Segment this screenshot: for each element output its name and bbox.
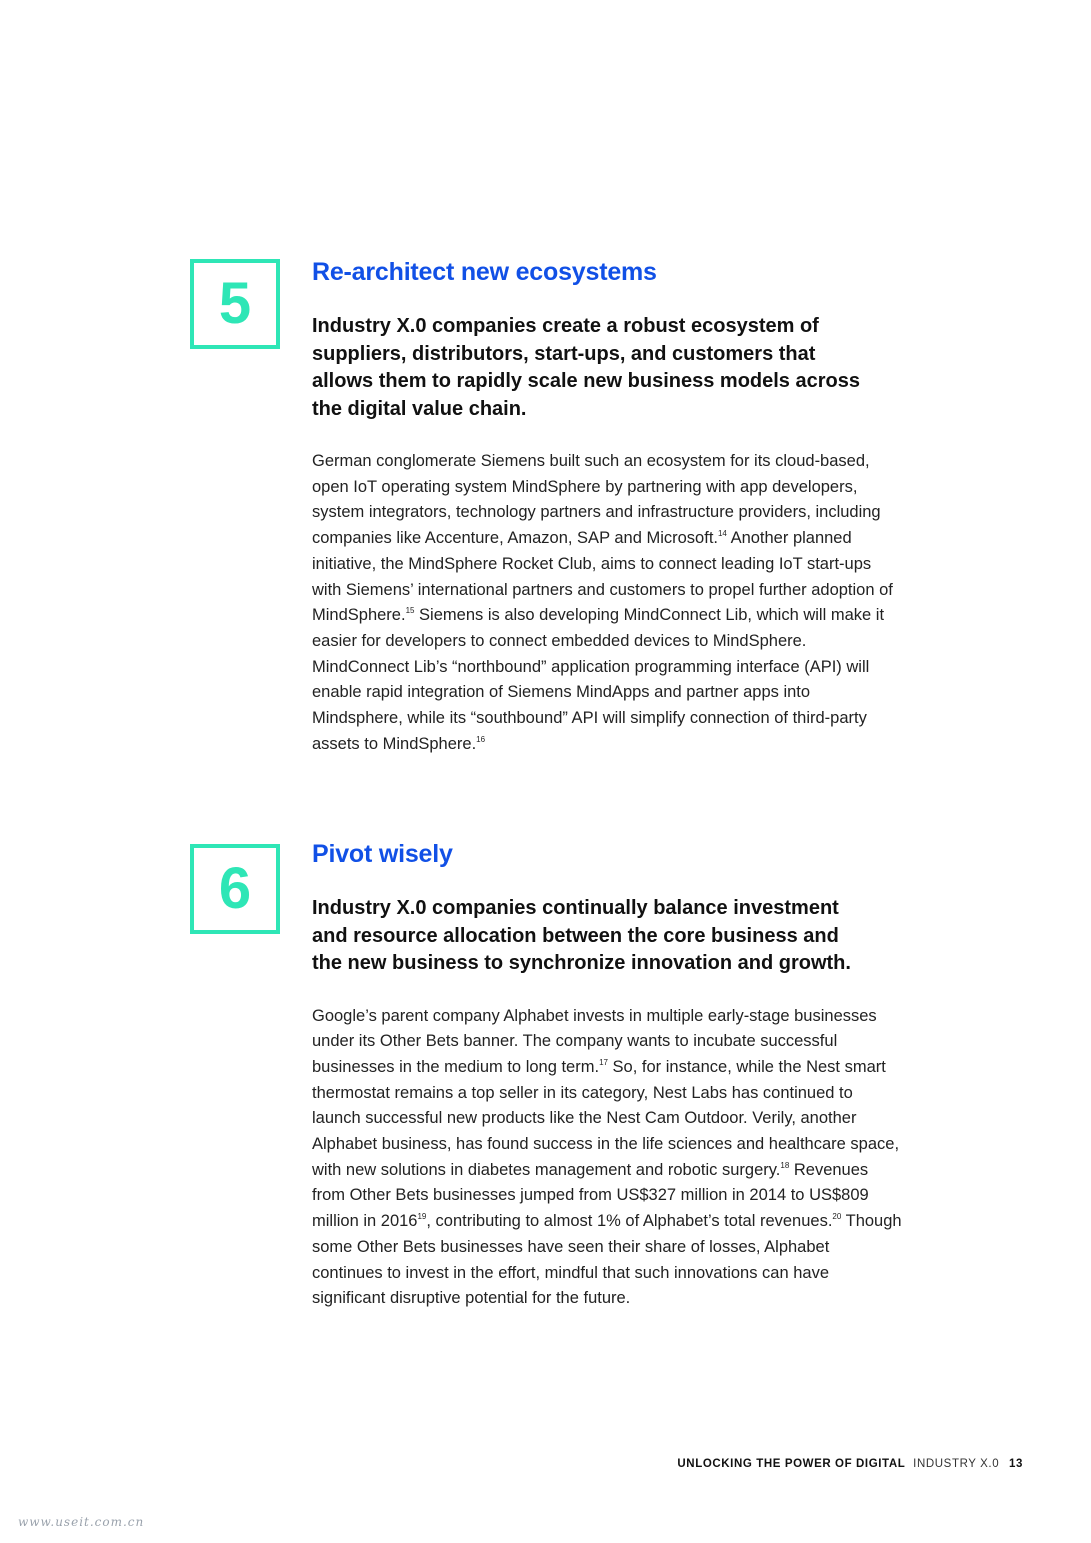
body-text: Revenues from Other Bets businesses jumped from US$327 million in 2014 to US$809 million in 2016 xyxy=(312,1160,869,1231)
page-number: 13 xyxy=(1009,1458,1023,1470)
footnote-ref[interactable]: 15 xyxy=(405,606,415,616)
body-text: Another planned initiative, the MindSphere Rocket Club, aims to connect leading IoT start-ups with Siemens’ international partners and customers to propel further adoption of MindSphere. xyxy=(312,529,893,625)
section-lead: Industry X.0 companies create a robust ecosystem of suppliers, distributors, start-ups, and customers that allows them to rapidly scale new business models across the digital value chain. xyxy=(312,315,860,420)
section-body xyxy=(312,449,902,757)
footnote-ref[interactable]: 16 xyxy=(476,734,486,744)
section-number-box xyxy=(190,259,280,349)
page-footer xyxy=(677,1458,1023,1470)
section-content xyxy=(312,257,912,757)
section-heading: Re-architect new ecosystems xyxy=(312,258,657,286)
body-text: German conglomerate Siemens built such an ecosystem for its cloud-based, open IoT operating system MindSphere by partnering with app developers, system integrators, technology partners and infrastructure providers, including companies like Accenture, Amazon, SAP and Microsoft. xyxy=(312,452,881,548)
section-number: 5 xyxy=(218,271,252,336)
section-lead: Industry X.0 companies continually balance investment and resource allocation between the core business and the new business to synchronize innovation and growth. xyxy=(312,897,851,974)
body-text: Google’s parent company Alphabet invests in multiple early-stage businesses under its Other Bets banner. The company wants to incubate successful businesses in the medium to long term. xyxy=(312,1006,877,1076)
footnote-ref[interactable]: 19 xyxy=(417,1212,427,1222)
footnote-ref[interactable]: 14 xyxy=(717,529,727,539)
footer-subtitle: INDUSTRY X.0 xyxy=(913,1458,1000,1470)
section-number: 6 xyxy=(218,856,252,921)
section-heading: Pivot wisely xyxy=(312,840,453,868)
watermark: www.useit.com.cn xyxy=(18,1515,145,1529)
body-text: , contributing to almost 1% of Alphabet’s total revenues. xyxy=(426,1212,833,1231)
footnote-ref[interactable]: 17 xyxy=(599,1057,608,1067)
body-text: Though some Other Bets businesses have seen their share of losses, Alphabet continues to invest in the effort, mindful that such innovations can have significant disruptive potential for the future. xyxy=(312,1212,902,1308)
footnote-ref[interactable]: 20 xyxy=(832,1212,842,1222)
section-number-box xyxy=(190,844,280,934)
body-text: Siemens is also developing MindConnect Lib, which will make it easier for developers to connect embedded devices to MindSphere. MindConnect Lib’s “northbound” application programming interface (API) will enable rapid integration of Siemens MindApps and partner apps into Mindsphere, while its “southbound” API will simplify connection of third-party assets to MindSphere. xyxy=(312,606,885,753)
body-text: So, for instance, while the Nest smart thermostat remains a top seller in its category, Nest Labs has continued to launch successful new products like the Nest Cam Outdoor. Verily, another Alphabet business, has found success in the life sciences and healthcare space, with new solutions in diabetes management and robotic surgery. xyxy=(312,1057,900,1179)
footnote-ref[interactable]: 18 xyxy=(780,1160,790,1170)
section-body xyxy=(312,1004,902,1312)
footer-title: UNLOCKING THE POWER OF DIGITAL xyxy=(677,1458,906,1470)
section-content xyxy=(312,839,912,1312)
